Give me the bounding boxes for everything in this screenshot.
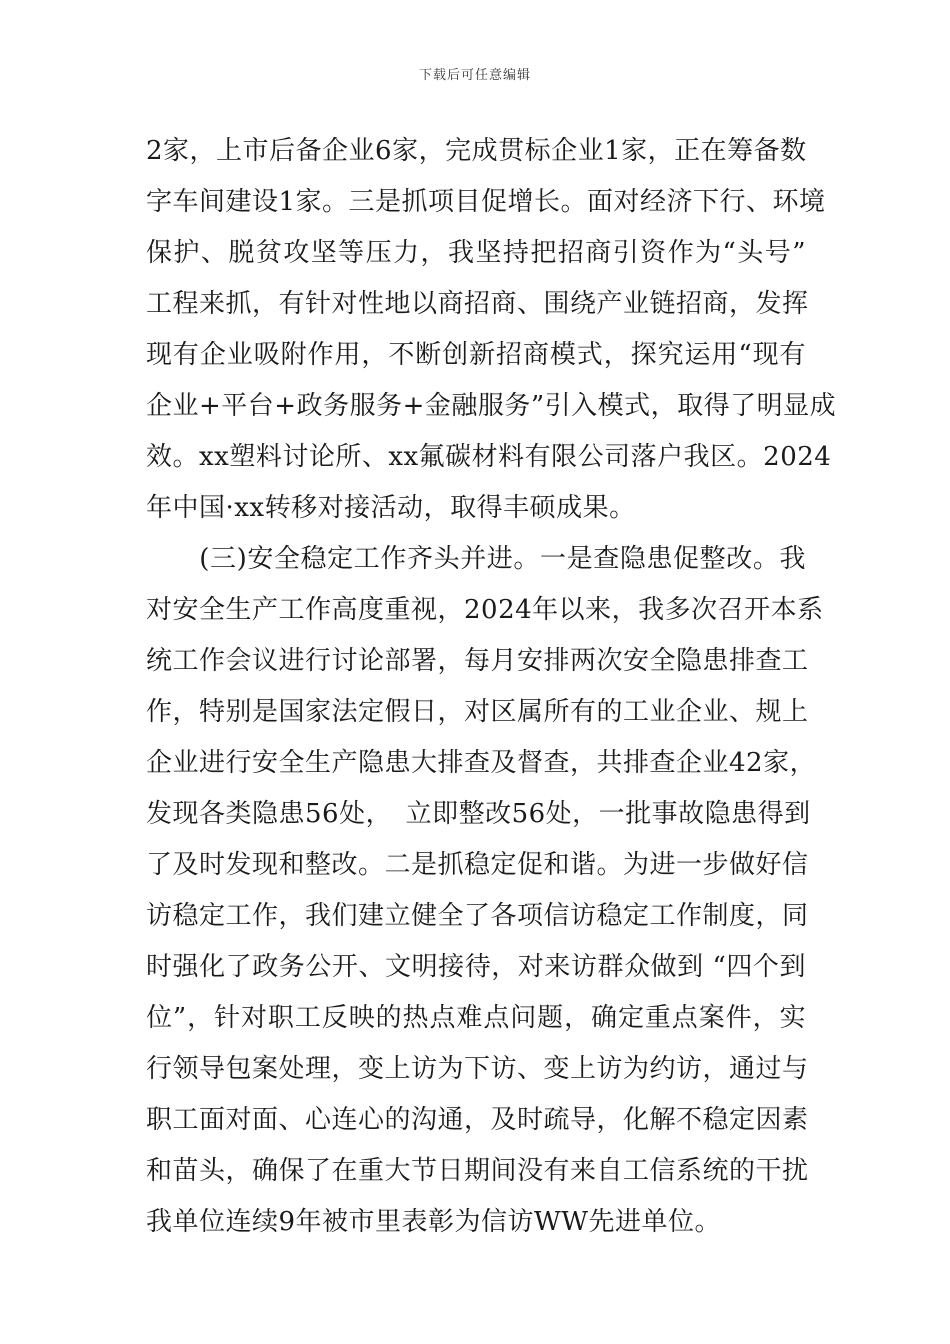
paragraph-2-line-11: 行领导包案处理，变上访为下访、变上访为约访，通过与	[146, 1054, 809, 1084]
paragraph-2-line-14: 我单位连续9年被市里表彰为信访WW先进单位。	[146, 1207, 721, 1237]
paragraph-2-line-2: 对安全生产工作高度重视，2024年以来，我多次召开本系	[146, 595, 824, 625]
paragraph-1-line-7: 效。xx塑料讨论所、xx氟碳材料有限公司落户我区。2024	[146, 442, 832, 472]
paragraph-2-line-13: 和苗头，确保了在重大节日期间没有来自工信系统的干扰	[146, 1156, 809, 1186]
paragraph-1-line-8: 年中国·xx转移对接活动，取得丰硕成果。	[146, 493, 636, 523]
paragraph-1-line-3: 保护、脱贫攻坚等压力，我坚持把招商引资作为“头号”	[146, 238, 806, 268]
paragraph-1-line-2: 字车间建设1家。三是抓项目促增长。面对经济下行、环境	[146, 187, 826, 217]
paragraph-2-line-3: 统工作会议进行讨论部署，每月安排两次安全隐患排查工	[146, 646, 809, 676]
paragraph-1-line-1: 2家，上市后备企业6家，完成贯标企业1家，正在筹备数	[146, 136, 807, 166]
paragraph-2-line-7: 了及时发现和整改。二是抓稳定促和谐。为进一步做好信	[146, 850, 809, 880]
document-body	[146, 126, 837, 1248]
paragraph-2-line-10: 位”，针对职工反映的热点难点问题，确定重点案件，实	[146, 1003, 806, 1033]
paragraph-2-line-4: 作，特别是国家法定假日，对区属所有的工业企业、规上	[146, 697, 809, 727]
paragraph-2-line-5: 企业进行安全生产隐患大排查及督查，共排查企业42家，	[146, 748, 817, 778]
paragraph-2-line-6: 发现各类隐患56处， 立即整改56处，一批事故隐患得到	[146, 799, 811, 829]
paragraph-2-line-9: 时强化了政务公开、文明接待，对来访群众做到 “四个到	[146, 952, 806, 982]
paragraph-1-line-4: 工程来抓，有针对性地以商招商、围绕产业链招商，发挥	[146, 289, 809, 319]
paragraph-2-line-12: 职工面对面、心连心的沟通，及时疏导，化解不稳定因素	[146, 1105, 809, 1135]
paragraph-2-line-8: 访稳定工作，我们建立健全了各项信访稳定工作制度，同	[146, 901, 809, 931]
paragraph-2-line-1: (三)安全稳定工作齐头并进。一是查隐患促整改。我	[146, 544, 806, 574]
page-header: 下载后可任意编辑	[418, 68, 531, 83]
paragraph-1-line-6: 企业+平台+政务服务+金融服务”引入模式，取得了明显成	[146, 391, 837, 421]
paragraph-1-line-5: 现有企业吸附作用，不断创新招商模式，探究运用“现有	[146, 340, 806, 370]
